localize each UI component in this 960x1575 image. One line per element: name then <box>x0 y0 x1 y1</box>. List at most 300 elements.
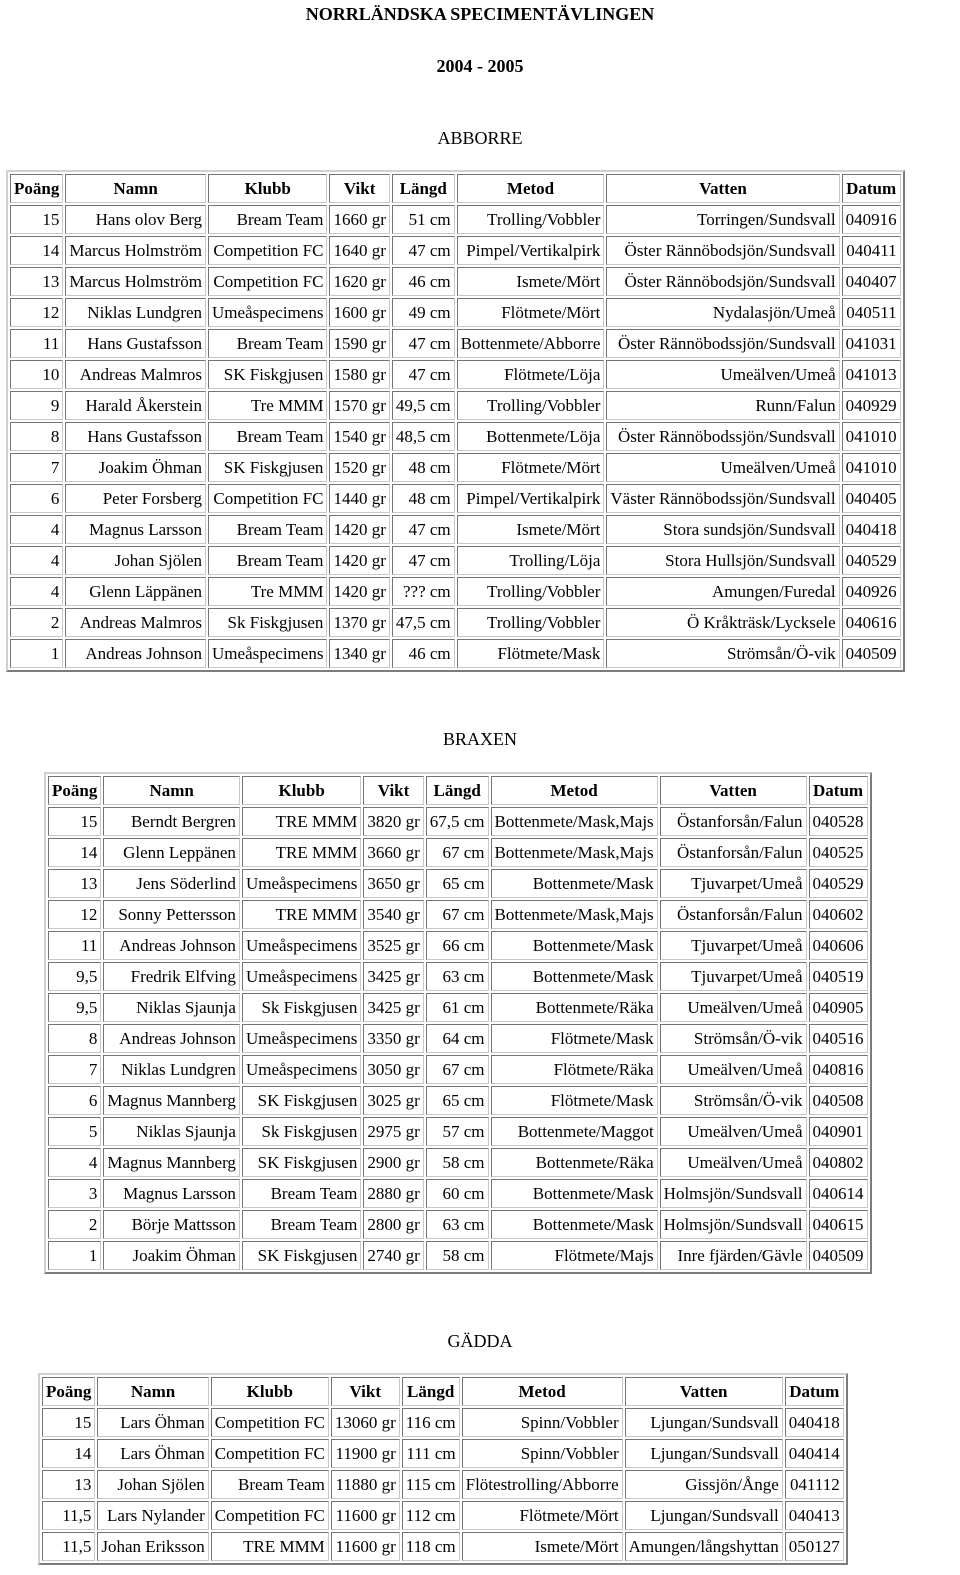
cell-water: Östanforsån/Falun <box>660 838 807 867</box>
cell-length: 47 cm <box>392 546 455 575</box>
cell-length: 66 cm <box>426 931 489 960</box>
table-row <box>48 1117 868 1146</box>
cell-weight: 3025 gr <box>363 1086 423 1115</box>
cell-points: 13 <box>10 267 63 296</box>
column-header-name: Namn <box>65 174 206 203</box>
table-row <box>10 422 901 451</box>
cell-length: 49 cm <box>392 298 455 327</box>
cell-club: TRE MMM <box>242 807 361 836</box>
table-row <box>10 236 901 265</box>
cell-length: 47,5 cm <box>392 608 455 637</box>
cell-date: 040516 <box>809 1024 868 1053</box>
column-header-points: Poäng <box>48 776 101 805</box>
cell-weight: 11600 gr <box>331 1532 400 1561</box>
cell-name: Lars Öhman <box>97 1408 208 1437</box>
cell-method: Flötmete/Mört <box>462 1501 623 1530</box>
cell-date: 040802 <box>809 1148 868 1177</box>
cell-method: Bottenmete/Abborre <box>457 329 605 358</box>
cell-method: Flötmete/Majs <box>491 1241 658 1270</box>
cell-water: Strömsån/Ö-vik <box>660 1024 807 1053</box>
cell-date: 040926 <box>842 577 901 606</box>
column-header-points: Poäng <box>10 174 63 203</box>
cell-length: 46 cm <box>392 639 455 668</box>
cell-method: Trolling/Löja <box>457 546 605 575</box>
cell-club: SK Fiskgjusen <box>208 360 327 389</box>
cell-name: Andreas Malmros <box>65 360 206 389</box>
cell-weight: 1440 gr <box>329 484 389 513</box>
cell-weight: 2800 gr <box>363 1210 423 1239</box>
cell-length: 111 cm <box>402 1439 460 1468</box>
cell-method: Bottenmete/Mask <box>491 869 658 898</box>
cell-name: Sonny Pettersson <box>103 900 240 929</box>
column-header-weight: Vikt <box>329 174 389 203</box>
cell-club: Bream Team <box>208 329 327 358</box>
cell-water: Amungen/långshyttan <box>625 1532 783 1561</box>
cell-points: 15 <box>10 205 63 234</box>
column-header-method: Metod <box>462 1377 623 1406</box>
cell-date: 040508 <box>809 1086 868 1115</box>
cell-name: Marcus Holmström <box>65 267 206 296</box>
cell-method: Trolling/Vobbler <box>457 205 605 234</box>
table-row <box>48 1086 868 1115</box>
column-header-name: Namn <box>103 776 240 805</box>
cell-weight: 3425 gr <box>363 962 423 991</box>
cell-method: Bottenmete/Mask <box>491 962 658 991</box>
cell-date: 040525 <box>809 838 868 867</box>
document-title: NORRLÄNDSKA SPECIMENTÄVLINGEN <box>305 4 655 24</box>
cell-method: Bottenmete/Räka <box>491 993 658 1022</box>
cell-weight: 2900 gr <box>363 1148 423 1177</box>
cell-date: 040916 <box>842 205 901 234</box>
cell-weight: 3650 gr <box>363 869 423 898</box>
cell-length: 61 cm <box>426 993 489 1022</box>
cell-date: 040407 <box>842 267 901 296</box>
cell-points: 4 <box>10 546 63 575</box>
cell-date: 040529 <box>842 546 901 575</box>
cell-club: Umeåspecimens <box>242 869 361 898</box>
results-table-braxen <box>44 772 872 1274</box>
cell-club: SK Fiskgjusen <box>242 1241 361 1270</box>
cell-water: Inre fjärden/Gävle <box>660 1241 807 1270</box>
cell-name: Andreas Johnson <box>103 1024 240 1053</box>
column-header-date: Datum <box>809 776 868 805</box>
cell-club: Umeåspecimens <box>242 1055 361 1084</box>
cell-date: 041010 <box>842 453 901 482</box>
cell-date: 040816 <box>809 1055 868 1084</box>
table-row <box>10 360 901 389</box>
cell-length: 65 cm <box>426 869 489 898</box>
table-row <box>10 577 901 606</box>
cell-method: Flötmete/Mask <box>491 1086 658 1115</box>
cell-weight: 1420 gr <box>329 577 389 606</box>
cell-water: Ljungan/Sundsvall <box>625 1501 783 1530</box>
cell-name: Niklas Lundgren <box>65 298 206 327</box>
cell-club: Bream Team <box>211 1470 329 1499</box>
results-table-gadda <box>38 1373 848 1565</box>
cell-length: 67 cm <box>426 838 489 867</box>
cell-points: 14 <box>42 1439 95 1468</box>
cell-club: Competition FC <box>208 267 327 296</box>
cell-method: Trolling/Vobbler <box>457 391 605 420</box>
cell-length: 48,5 cm <box>392 422 455 451</box>
cell-method: Trolling/Vobbler <box>457 608 605 637</box>
cell-points: 12 <box>48 900 101 929</box>
cell-club: Umeåspecimens <box>242 931 361 960</box>
cell-date: 040509 <box>809 1241 868 1270</box>
cell-date: 040929 <box>842 391 901 420</box>
cell-weight: 1340 gr <box>329 639 389 668</box>
cell-length: 47 cm <box>392 236 455 265</box>
cell-water: Umeälven/Umeå <box>606 360 839 389</box>
cell-name: Joakim Öhman <box>65 453 206 482</box>
cell-weight: 11600 gr <box>331 1501 400 1530</box>
cell-length: 67,5 cm <box>426 807 489 836</box>
cell-points: 7 <box>10 453 63 482</box>
cell-date: 040414 <box>785 1439 844 1468</box>
cell-method: Bottenmete/Mask,Majs <box>491 807 658 836</box>
cell-water: Öster Rännöbodssjön/Sundsvall <box>606 329 839 358</box>
cell-club: Bream Team <box>208 422 327 451</box>
cell-weight: 1640 gr <box>329 236 389 265</box>
cell-name: Lars Öhman <box>97 1439 208 1468</box>
cell-water: Holmsjön/Sundsvall <box>660 1210 807 1239</box>
header-row <box>48 776 868 805</box>
cell-points: 12 <box>10 298 63 327</box>
cell-date: 040616 <box>842 608 901 637</box>
cell-points: 11 <box>48 931 101 960</box>
cell-points: 14 <box>10 236 63 265</box>
cell-length: 112 cm <box>402 1501 460 1530</box>
cell-water: Tjuvarpet/Umeå <box>660 869 807 898</box>
cell-points: 9 <box>10 391 63 420</box>
column-header-method: Metod <box>457 174 605 203</box>
cell-name: Hans Gustafsson <box>65 329 206 358</box>
cell-length: 60 cm <box>426 1179 489 1208</box>
cell-method: Flötestrolling/Abborre <box>462 1470 623 1499</box>
cell-club: Bream Team <box>208 546 327 575</box>
cell-club: Competition FC <box>211 1408 329 1437</box>
cell-length: 48 cm <box>392 484 455 513</box>
cell-date: 040529 <box>809 869 868 898</box>
column-header-length: Längd <box>402 1377 460 1406</box>
cell-points: 15 <box>48 807 101 836</box>
cell-weight: 1420 gr <box>329 515 389 544</box>
column-header-method: Metod <box>491 776 658 805</box>
cell-method: Ismete/Mört <box>462 1532 623 1561</box>
table-row <box>10 608 901 637</box>
cell-name: Andreas Johnson <box>103 931 240 960</box>
cell-name: Magnus Larsson <box>65 515 206 544</box>
table-row <box>48 931 868 960</box>
column-header-weight: Vikt <box>363 776 423 805</box>
cell-method: Flötmete/Mört <box>457 453 605 482</box>
cell-club: Tre MMM <box>208 391 327 420</box>
cell-points: 6 <box>48 1086 101 1115</box>
table-row <box>10 515 901 544</box>
cell-club: TRE MMM <box>242 838 361 867</box>
cell-club: Sk Fiskgjusen <box>208 608 327 637</box>
column-header-club: Klubb <box>211 1377 329 1406</box>
cell-length: 47 cm <box>392 515 455 544</box>
cell-club: Competition FC <box>211 1501 329 1530</box>
cell-length: 58 cm <box>426 1241 489 1270</box>
cell-water: Öster Rännöbodsjön/Sundsvall <box>606 267 839 296</box>
cell-weight: 1520 gr <box>329 453 389 482</box>
cell-weight: 3660 gr <box>363 838 423 867</box>
cell-points: 11,5 <box>42 1532 95 1561</box>
cell-weight: 11880 gr <box>331 1470 400 1499</box>
cell-points: 1 <box>48 1241 101 1270</box>
cell-weight: 2975 gr <box>363 1117 423 1146</box>
table-row <box>48 807 868 836</box>
table-row <box>10 329 901 358</box>
cell-date: 040413 <box>785 1501 844 1530</box>
cell-weight: 1540 gr <box>329 422 389 451</box>
column-header-water: Vatten <box>606 174 839 203</box>
cell-points: 4 <box>48 1148 101 1177</box>
season-label: 2004 - 2005 <box>436 56 524 76</box>
cell-date: 040615 <box>809 1210 868 1239</box>
cell-club: Umeåspecimens <box>208 298 327 327</box>
cell-name: Johan Sjölen <box>97 1470 208 1499</box>
cell-length: 64 cm <box>426 1024 489 1053</box>
cell-points: 13 <box>48 869 101 898</box>
cell-water: Torringen/Sundsvall <box>606 205 839 234</box>
cell-length: 67 cm <box>426 1055 489 1084</box>
cell-water: Runn/Falun <box>606 391 839 420</box>
cell-date: 040528 <box>809 807 868 836</box>
cell-method: Spinn/Vobbler <box>462 1408 623 1437</box>
cell-method: Flötmete/Räka <box>491 1055 658 1084</box>
cell-date: 040509 <box>842 639 901 668</box>
table-row <box>10 639 901 668</box>
column-header-date: Datum <box>785 1377 844 1406</box>
cell-water: Amungen/Furedal <box>606 577 839 606</box>
table-row <box>10 453 901 482</box>
cell-points: 1 <box>10 639 63 668</box>
table-row <box>48 1241 868 1270</box>
cell-club: SK Fiskgjusen <box>208 453 327 482</box>
cell-points: 2 <box>48 1210 101 1239</box>
cell-water: Östanforsån/Falun <box>660 900 807 929</box>
cell-length: 115 cm <box>402 1470 460 1499</box>
cell-length: 65 cm <box>426 1086 489 1115</box>
cell-method: Bottenmete/Mask <box>491 1179 658 1208</box>
table-row <box>48 1179 868 1208</box>
cell-weight: 3525 gr <box>363 931 423 960</box>
cell-water: Gissjön/Ånge <box>625 1470 783 1499</box>
cell-date: 040602 <box>809 900 868 929</box>
cell-club: Tre MMM <box>208 577 327 606</box>
cell-date: 040405 <box>842 484 901 513</box>
cell-date: 040418 <box>785 1408 844 1437</box>
table-row <box>48 993 868 1022</box>
column-header-water: Vatten <box>660 776 807 805</box>
table-row <box>48 1148 868 1177</box>
cell-points: 8 <box>10 422 63 451</box>
cell-weight: 11900 gr <box>331 1439 400 1468</box>
cell-weight: 2880 gr <box>363 1179 423 1208</box>
cell-club: Competition FC <box>208 236 327 265</box>
cell-points: 9,5 <box>48 962 101 991</box>
cell-weight: 3425 gr <box>363 993 423 1022</box>
cell-name: Johan Eriksson <box>97 1532 208 1561</box>
cell-name: Magnus Mannberg <box>103 1086 240 1115</box>
cell-date: 040418 <box>842 515 901 544</box>
cell-points: 7 <box>48 1055 101 1084</box>
cell-method: Flötmete/Mört <box>457 298 605 327</box>
column-header-name: Namn <box>97 1377 208 1406</box>
cell-date: 041013 <box>842 360 901 389</box>
cell-club: Competition FC <box>211 1439 329 1468</box>
cell-club: Bream Team <box>242 1210 361 1239</box>
table-row <box>48 962 868 991</box>
section-title-gadda: GÄDDA <box>447 1331 513 1351</box>
cell-date: 041031 <box>842 329 901 358</box>
cell-length: 48 cm <box>392 453 455 482</box>
table-row <box>10 267 901 296</box>
cell-name: Peter Forsberg <box>65 484 206 513</box>
cell-name: Jens Söderlind <box>103 869 240 898</box>
cell-club: Umeåspecimens <box>242 1024 361 1053</box>
column-header-club: Klubb <box>242 776 361 805</box>
column-header-weight: Vikt <box>331 1377 400 1406</box>
cell-method: Ismete/Mört <box>457 515 605 544</box>
cell-points: 6 <box>10 484 63 513</box>
table-row <box>42 1501 844 1530</box>
cell-date: 041112 <box>785 1470 844 1499</box>
cell-name: Marcus Holmström <box>65 236 206 265</box>
cell-date: 041010 <box>842 422 901 451</box>
cell-weight: 1570 gr <box>329 391 389 420</box>
cell-name: Harald Åkerstein <box>65 391 206 420</box>
table-row <box>48 869 868 898</box>
cell-name: Joakim Öhman <box>103 1241 240 1270</box>
section-title-abborre: ABBORRE <box>437 128 523 148</box>
cell-club: TRE MMM <box>242 900 361 929</box>
cell-date: 040901 <box>809 1117 868 1146</box>
cell-weight: 2740 gr <box>363 1241 423 1270</box>
cell-length: 63 cm <box>426 1210 489 1239</box>
column-header-length: Längd <box>392 174 455 203</box>
cell-water: Umeälven/Umeå <box>660 1117 807 1146</box>
cell-points: 14 <box>48 838 101 867</box>
cell-weight: 3350 gr <box>363 1024 423 1053</box>
cell-name: Niklas Sjaunja <box>103 1117 240 1146</box>
cell-club: Umeåspecimens <box>242 962 361 991</box>
cell-method: Bottenmete/Löja <box>457 422 605 451</box>
cell-points: 13 <box>42 1470 95 1499</box>
cell-name: Niklas Sjaunja <box>103 993 240 1022</box>
cell-method: Flötmete/Mask <box>457 639 605 668</box>
cell-water: Umeälven/Umeå <box>660 1148 807 1177</box>
table-row <box>48 1055 868 1084</box>
cell-points: 4 <box>10 577 63 606</box>
cell-length: ??? cm <box>392 577 455 606</box>
cell-method: Bottenmete/Maggot <box>491 1117 658 1146</box>
cell-date: 040614 <box>809 1179 868 1208</box>
cell-name: Magnus Mannberg <box>103 1148 240 1177</box>
cell-club: Competition FC <box>208 484 327 513</box>
column-header-date: Datum <box>842 174 901 203</box>
cell-water: Stora Hullsjön/Sundsvall <box>606 546 839 575</box>
cell-water: Tjuvarpet/Umeå <box>660 962 807 991</box>
cell-method: Flötmete/Löja <box>457 360 605 389</box>
cell-weight: 3050 gr <box>363 1055 423 1084</box>
cell-name: Berndt Bergren <box>103 807 240 836</box>
cell-length: 47 cm <box>392 360 455 389</box>
section-title-braxen: BRAXEN <box>442 729 517 749</box>
table-row <box>10 546 901 575</box>
cell-club: Bream Team <box>208 205 327 234</box>
cell-water: Ö Kråkträsk/Lycksele <box>606 608 839 637</box>
cell-water: Tjuvarpet/Umeå <box>660 931 807 960</box>
cell-weight: 3540 gr <box>363 900 423 929</box>
column-header-water: Vatten <box>625 1377 783 1406</box>
cell-weight: 3820 gr <box>363 807 423 836</box>
column-header-length: Längd <box>426 776 489 805</box>
cell-method: Pimpel/Vertikalpirk <box>457 236 605 265</box>
cell-club: SK Fiskgjusen <box>242 1086 361 1115</box>
cell-points: 15 <box>42 1408 95 1437</box>
cell-weight: 1620 gr <box>329 267 389 296</box>
cell-name: Andreas Johnson <box>65 639 206 668</box>
cell-name: Fredrik Elfving <box>103 962 240 991</box>
cell-weight: 13060 gr <box>331 1408 400 1437</box>
cell-length: 63 cm <box>426 962 489 991</box>
cell-water: Holmsjön/Sundsvall <box>660 1179 807 1208</box>
cell-points: 2 <box>10 608 63 637</box>
table-row <box>42 1439 844 1468</box>
cell-name: Hans Gustafsson <box>65 422 206 451</box>
cell-water: Öster Rännöbodsjön/Sundsvall <box>606 236 839 265</box>
cell-method: Bottenmete/Räka <box>491 1148 658 1177</box>
table-row <box>10 484 901 513</box>
cell-date: 040519 <box>809 962 868 991</box>
cell-name: Glenn Läppänen <box>65 577 206 606</box>
cell-club: TRE MMM <box>211 1532 329 1561</box>
table-row <box>48 900 868 929</box>
cell-length: 47 cm <box>392 329 455 358</box>
cell-weight: 1660 gr <box>329 205 389 234</box>
table-row <box>48 838 868 867</box>
cell-club: Bream Team <box>242 1179 361 1208</box>
cell-name: Börje Mattsson <box>103 1210 240 1239</box>
cell-date: 040511 <box>842 298 901 327</box>
cell-length: 118 cm <box>402 1532 460 1561</box>
cell-water: Östanforsån/Falun <box>660 807 807 836</box>
cell-method: Trolling/Vobbler <box>457 577 605 606</box>
cell-weight: 1420 gr <box>329 546 389 575</box>
cell-water: Umeälven/Umeå <box>606 453 839 482</box>
cell-club: Sk Fiskgjusen <box>242 1117 361 1146</box>
cell-method: Bottenmete/Mask <box>491 931 658 960</box>
cell-date: 040411 <box>842 236 901 265</box>
header-row <box>42 1377 844 1406</box>
cell-length: 51 cm <box>392 205 455 234</box>
cell-name: Magnus Larsson <box>103 1179 240 1208</box>
cell-name: Hans olov Berg <box>65 205 206 234</box>
cell-club: Umeåspecimens <box>208 639 327 668</box>
cell-method: Bottenmete/Mask,Majs <box>491 838 658 867</box>
results-table-abborre <box>6 170 905 672</box>
cell-water: Öster Rännöbodssjön/Sundsvall <box>606 422 839 451</box>
cell-water: Stora sundsjön/Sundsvall <box>606 515 839 544</box>
cell-water: Strömsån/Ö-vik <box>606 639 839 668</box>
cell-water: Strömsån/Ö-vik <box>660 1086 807 1115</box>
cell-points: 9,5 <box>48 993 101 1022</box>
cell-weight: 1580 gr <box>329 360 389 389</box>
